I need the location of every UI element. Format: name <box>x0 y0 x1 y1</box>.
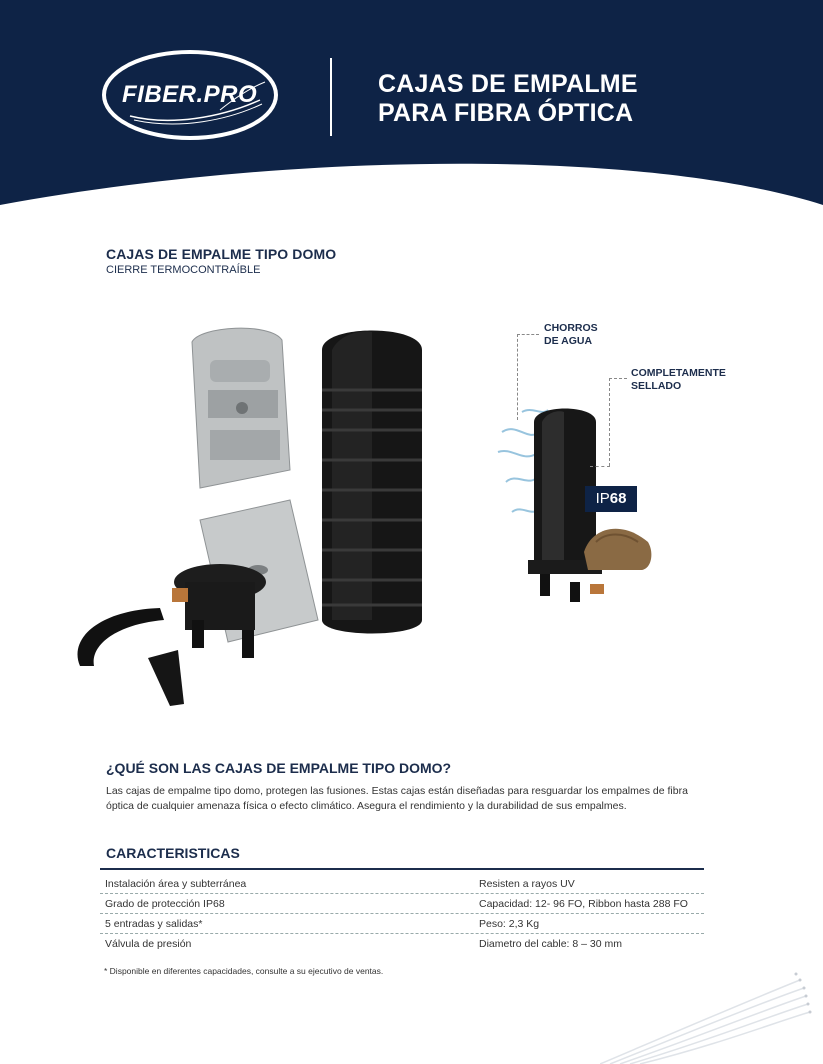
splice-tray-top <box>192 328 290 488</box>
table-row <box>100 894 704 914</box>
characteristics-table <box>100 874 704 954</box>
callout-water-jets <box>544 322 598 348</box>
char-cell-right: Peso: 2,3 Kg <box>479 918 540 930</box>
char-cell-right: Diametro del cable: 8 – 30 mm <box>479 938 622 950</box>
question-body: Las cajas de empalme tipo domo, protegen las fusiones. Estas cajas están diseñadas para resguardar los empalmes de fibra óptica de cualquier amenaza física o efecto climático. Asegura el rendimiento y la durabilidad de sus empalmes. <box>106 785 688 812</box>
question-title: ¿QUÉ SON LAS CAJAS DE EMPALME TIPO DOMO? <box>106 760 452 776</box>
char-cell-right: Resisten a rayos UV <box>479 878 575 890</box>
section-title: CAJAS DE EMPALME TIPO DOMO <box>106 246 337 262</box>
page-title-line1: CAJAS DE EMPALME <box>378 70 638 98</box>
footnote: * Disponible en diferentes capacidades, consulte a su ejecutivo de ventas. <box>104 966 384 976</box>
fiberpro-logo <box>100 48 280 142</box>
callout-water-line1: CHORROS <box>544 322 598 334</box>
callout-sealed-line1: COMPLETAMENTE <box>631 367 726 379</box>
page-title-line2: PARA FIBRA ÓPTICA <box>378 99 634 127</box>
char-cell-left: Grado de protección IP68 <box>105 898 225 910</box>
table-row <box>100 914 704 934</box>
callout-leader-h <box>517 334 539 335</box>
table-row <box>100 874 704 894</box>
ip68-badge <box>585 486 637 512</box>
section-subtitle: CIERRE TERMOCONTRAÍBLE <box>106 264 261 276</box>
ip-badge-value: 68 <box>609 490 627 507</box>
splice-closure-illustration <box>60 320 440 720</box>
characteristics-title: CARACTERISTICAS <box>106 845 240 861</box>
table-row <box>100 934 704 954</box>
char-cell-left: 5 entradas y salidas* <box>105 918 203 930</box>
dome-cover <box>322 331 422 634</box>
header-banner <box>0 0 823 210</box>
clamp-handle <box>148 650 184 706</box>
fiber-cable-icon <box>600 960 823 1064</box>
callout-leader-h <box>609 378 627 379</box>
callout-sealed <box>631 367 726 393</box>
header-divider <box>330 58 332 136</box>
callout-leader-v <box>609 378 610 466</box>
logo-text: FIBER.PRO <box>122 81 258 108</box>
page-title <box>378 70 638 128</box>
ip-badge-prefix: IP <box>595 490 610 507</box>
characteristics-rule <box>100 868 704 870</box>
callout-leader-h <box>590 466 610 467</box>
char-cell-left: Instalación área y subterránea <box>105 878 247 890</box>
char-cell-right: Capacidad: 12- 96 FO, Ribbon hasta 288 FO <box>479 898 688 910</box>
char-cell-left: Válvula de presión <box>105 938 192 950</box>
closure-base <box>172 564 266 658</box>
callout-sealed-line2: SELLADO <box>631 380 682 392</box>
callout-leader-v <box>517 334 518 420</box>
callout-water-line2: DE AGUA <box>544 335 593 347</box>
